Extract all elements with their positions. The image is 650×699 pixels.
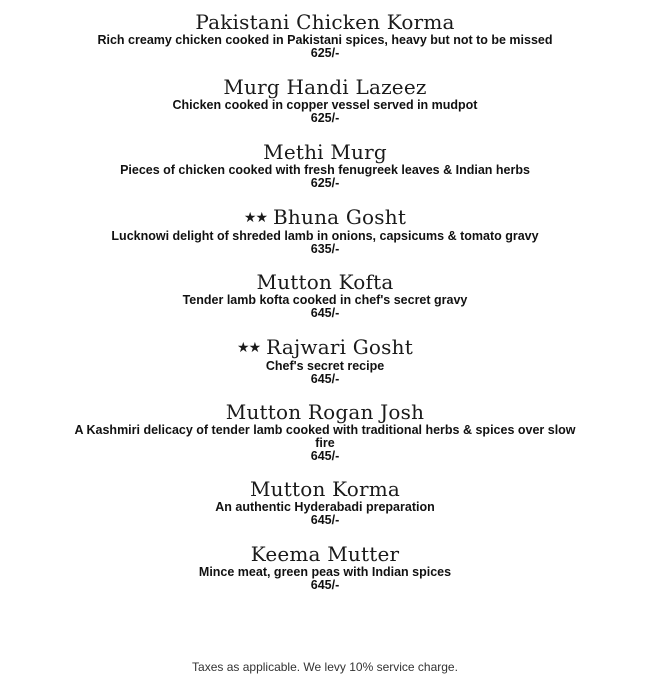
dish-name	[0, 400, 650, 424]
dish-description: A Kashmiri delicacy of tender lamb cooked with traditional herbs & spices over slow fire	[74, 423, 576, 450]
dish-description: Mince meat, green peas with Indian spices	[198, 565, 452, 579]
dish-price: 645/-	[310, 578, 340, 592]
star-icon: ★★	[237, 340, 261, 356]
dish-name	[0, 335, 650, 360]
dish-description: Lucknowi delight of shreded lamb in onions, capsicums & tomato gravy	[111, 229, 539, 243]
footer-note: Taxes as applicable. We levy 10% service charge.	[192, 660, 458, 674]
menu-item	[0, 205, 650, 270]
menu-item	[0, 542, 650, 607]
menu-item	[0, 10, 650, 75]
dish-name	[0, 10, 650, 34]
dish-name	[0, 542, 650, 566]
menu-item	[0, 75, 650, 140]
dish-name	[0, 270, 650, 294]
menu-item	[0, 335, 650, 400]
dish-name	[0, 75, 650, 99]
menu-item	[0, 140, 650, 205]
dish-name-text: Pakistani Chicken Korma	[195, 10, 455, 34]
dish-price: 645/-	[310, 306, 340, 320]
dish-price: 625/-	[310, 46, 340, 60]
dish-description: Chef's secret recipe	[265, 359, 385, 373]
dish-price: 645/-	[310, 372, 340, 386]
dish-price: 645/-	[310, 513, 340, 527]
menu-item	[0, 270, 650, 335]
dish-name-text: Methi Murg	[263, 140, 387, 164]
dish-description: Pieces of chicken cooked with fresh fenugreek leaves & Indian herbs	[120, 163, 530, 177]
dish-name-text: Murg Handi Lazeez	[223, 75, 427, 99]
dish-description: Tender lamb kofta cooked in chef's secret gravy	[182, 293, 468, 307]
dish-name	[0, 140, 650, 164]
dish-description: Rich creamy chicken cooked in Pakistani spices, heavy but not to be missed	[97, 33, 553, 47]
dish-name-text: Mutton Rogan Josh	[225, 400, 425, 424]
dish-price: 645/-	[310, 449, 340, 463]
menu-item	[0, 400, 650, 477]
menu-item	[0, 477, 650, 542]
dish-name-text: Rajwari Gosht	[266, 335, 413, 359]
dish-name-text: Keema Mutter	[250, 542, 400, 566]
dish-description: An authentic Hyderabadi preparation	[215, 500, 435, 514]
dish-name	[0, 477, 650, 501]
dish-price: 625/-	[310, 111, 340, 125]
dish-name-text: Bhuna Gosht	[273, 205, 407, 229]
dish-price: 635/-	[310, 242, 340, 256]
dish-name	[0, 205, 650, 230]
dish-name-text: Mutton Korma	[249, 477, 400, 501]
dish-description: Chicken cooked in copper vessel served in mudpot	[172, 98, 478, 112]
dish-price: 625/-	[310, 176, 340, 190]
dish-name-text: Mutton Kofta	[256, 270, 394, 294]
star-icon: ★★	[243, 210, 268, 226]
